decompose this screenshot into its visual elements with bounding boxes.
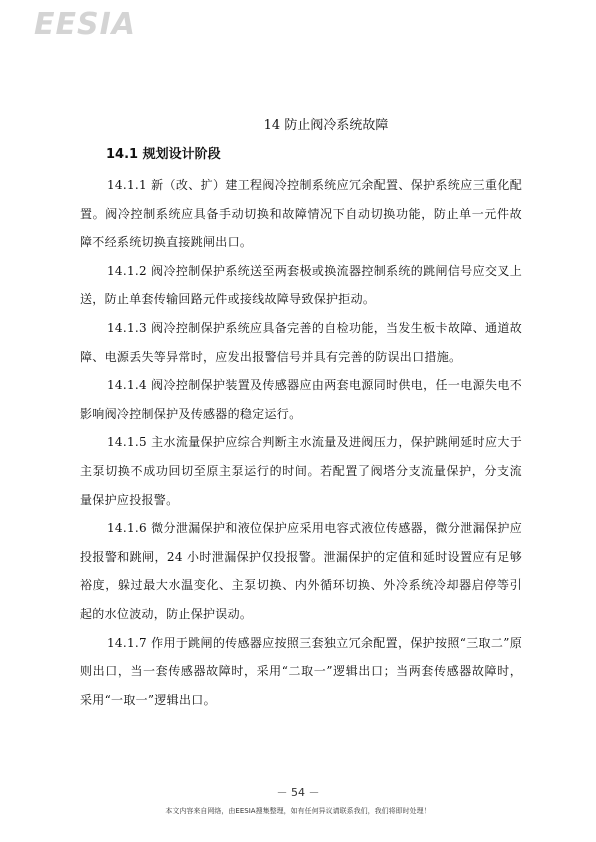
paragraph-14-1-7: 14.1.7 作用于跳闸的传感器应按照三套独立冗余配置，保护按照“三取二”原则出口，当一套传感器故障时，采用“二取一”逻辑出口；当两套传感器故障时，采用“一取一”逻辑出口。 (80, 635, 522, 707)
paragraph-14-1-4: 14.1.4 阀冷控制保护装置及传感器应由两套电源同时供电，任一电源失电不影响阀冷控制保护及传感器的稳定运行。 (80, 378, 522, 421)
paragraph-14-1-2: 14.1.2 阀冷控制保护系统送至两套极或换流器控制系统的跳闸信号应交叉上送，防止单套传输回路元件或接线故障导致保护拒动。 (80, 263, 522, 307)
paragraph-14-1-6: 14.1.6 微分泄漏保护和液位保护应采用电容式液位传感器，微分泄漏保护应投报警和跳闸，24 小时泄漏保护仅投报警。泄漏保护的定值和延时设置应有足够裕度，躲过最大水温变化、主泵切换、内外循环切换、外冷系统冷却器启停等引起的水位波动，防止保护误动。 (80, 521, 522, 621)
paragraph-14-1-3: 14.1.3 阀冷控制保护系统应具备完善的自检功能，当发生板卡故障、通道故障、电源丢失等异常时，应发出报警信号并具有完善的防误出口措施。 (80, 320, 522, 364)
document-body (80, 171, 522, 714)
footer-note: 本文内容来自网络，由EESIA搜集整理，如有任何异议请联系我们，我们将即时处理！ (165, 807, 431, 815)
paragraph-14-1-1: 14.1.1 新（改、扩）建工程阀冷控制系统应冗余配置、保护系统应三重化配置。阀冷控制系统应具备手动切换和故障情况下自动切换功能，防止单一元件故障不经系统切换直接跳闸出口。 (80, 178, 522, 250)
eesia-logo: EESIA (34, 7, 136, 42)
page-number: － 54 － (276, 786, 320, 799)
paragraph-14-1-5: 14.1.5 主水流量保护应综合判断主水流量及进阀压力，保护跳闸延时应大于主泵切换不成功回切至原主泵运行的时间。若配置了阀塔分支流量保护，分支流量保护应投报警。 (80, 435, 522, 507)
chapter-title: 14 防止阀冷系统故障 (263, 118, 389, 133)
section-heading: 14.1 规划设计阶段 (106, 147, 221, 162)
